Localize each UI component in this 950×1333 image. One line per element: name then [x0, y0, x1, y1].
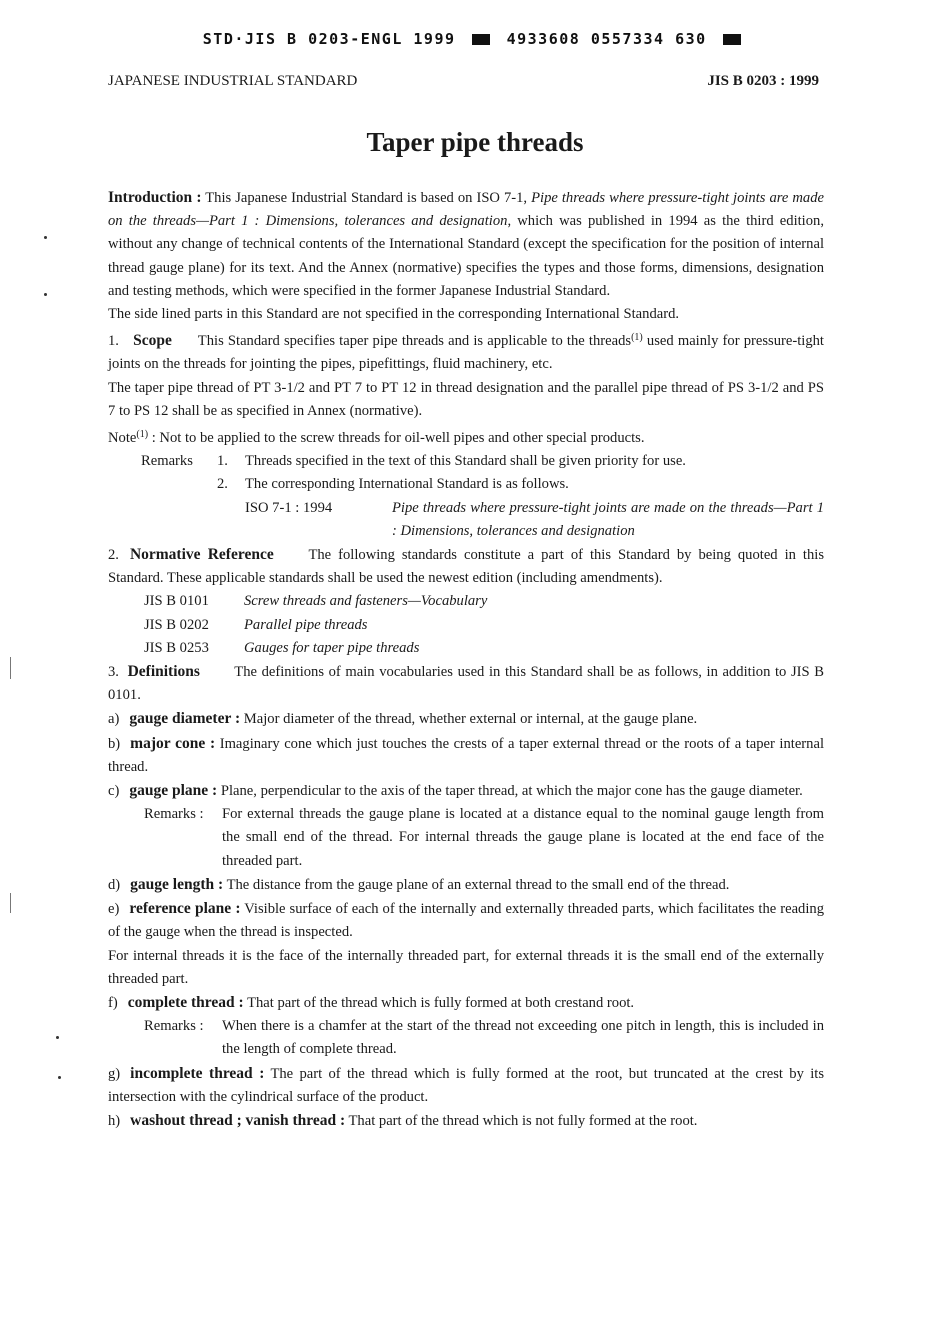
definition-a	[108, 707, 824, 731]
definition-b	[108, 732, 824, 779]
reference-code: JIS B 0101	[144, 593, 209, 610]
definitions-heading: Definitions	[127, 663, 200, 681]
header-standard-name: JAPANESE INDUSTRIAL STANDARD	[108, 73, 358, 89]
remark-number: 2.	[217, 476, 228, 493]
definition-term: major cone :	[130, 734, 216, 752]
introduction-label: Introduction :	[108, 189, 202, 206]
scan-speck	[56, 1036, 59, 1039]
definition-text: Plane, perpendicular to the axis of the taper thread, at which the major cone has the gauge diameter.	[220, 783, 803, 800]
reference-code: JIS B 0253	[144, 639, 209, 656]
normref-text: The following standards constitute a part of this Standard by being quoted in this Standard. These applicable standards shall be used the newest edition (including amendments).	[108, 547, 824, 587]
remarks-label: Remarks :	[144, 806, 204, 823]
remark-text: The corresponding International Standard is as follows.	[245, 476, 569, 493]
definition-term: washout thread ;	[130, 1111, 242, 1129]
definition-mark: g)	[108, 1065, 121, 1082]
normative-reference-paragraph	[108, 543, 824, 590]
definition-term: gauge diameter :	[129, 710, 241, 728]
remarks-label: Remarks :	[144, 1018, 204, 1035]
definition-c-remarks	[108, 803, 824, 873]
header-standard-number: JIS B 0203 : 1999	[707, 73, 819, 89]
scope-remark-2	[108, 473, 824, 496]
note-label: Note	[108, 430, 137, 447]
definition-e-paragraph-2: For internal threads it is the face of the internally threaded part, for external threads it is the small end of the externally threaded part.	[108, 947, 824, 987]
definitions-number: 3.	[108, 664, 119, 681]
stamp-id: STD·JIS B 0203-ENGL 1999	[202, 30, 456, 48]
definition-mark: h)	[108, 1112, 121, 1129]
reference-item	[108, 637, 824, 660]
note-text: : Not to be applied to the screw threads for oil-well pipes and other special products.	[151, 430, 645, 447]
definition-text: The distance from the gauge plane of an external thread to the small end of the thread.	[226, 876, 730, 893]
reference-title: Gauges for taper pipe threads	[244, 639, 420, 656]
side-line-mark	[10, 893, 11, 913]
definition-text: Major diameter of the thread, whether external or internal, at the gauge plane.	[243, 711, 698, 728]
scan-speck	[44, 236, 47, 239]
note-marker: (1)	[631, 332, 643, 344]
introduction-reference: Pipe threads where pressure-tight joints are made on the threads—Part 1 : Dimensions, tolerances and designation	[108, 190, 824, 230]
definition-text: That part of the thread which is fully formed at both crestand root.	[247, 994, 635, 1011]
scope-note	[108, 423, 824, 450]
scope-text: This Standard specifies taper pipe threads and is applicable to the threads	[197, 333, 632, 350]
document-body	[108, 186, 824, 1133]
definition-c	[108, 779, 824, 803]
definition-text: That part of the thread which is not fully formed at the root.	[348, 1112, 698, 1129]
definition-text: Visible surface of each of the internally and externally threaded parts, which facilitates the reading of the gauge when the thread is inspected.	[108, 901, 825, 941]
definitions-paragraph	[108, 660, 824, 707]
stamp-code: 4933608 0557334 630	[506, 30, 707, 48]
remark-number: 1.	[217, 453, 228, 470]
definition-d	[108, 873, 824, 897]
remarks-text: For external threads the gauge plane is located at a distance equal to the nominal gauge length from the small end of the thread. For internal threads the gauge plane is located at the end face of the threaded part.	[222, 806, 824, 869]
definition-g	[108, 1062, 824, 1109]
reference-title: Screw threads and fasteners—Vocabulary	[244, 593, 488, 610]
stamp-block	[723, 34, 741, 45]
normref-number: 2.	[108, 547, 119, 564]
side-line-mark	[10, 657, 11, 679]
definition-mark: c)	[108, 783, 120, 800]
iso-code: ISO 7-1 : 1994	[245, 499, 333, 516]
definition-mark: e)	[108, 901, 120, 918]
scope-paragraph	[108, 326, 824, 376]
scan-speck	[58, 1076, 61, 1079]
definition-mark: a)	[108, 711, 120, 728]
remarks-label: Remarks	[141, 453, 193, 470]
definition-term: reference plane :	[129, 900, 241, 918]
scope-heading: Scope	[133, 332, 172, 350]
introduction-text: This Japanese Industrial Standard is based on ISO 7-1,	[205, 190, 528, 206]
definition-mark: f)	[108, 994, 118, 1011]
definition-term-alt: vanish thread :	[245, 1111, 346, 1129]
definition-text: Imaginary cone which just touches the crests of a taper external thread or the roots of a taper internal thread.	[108, 735, 824, 775]
definition-mark: b)	[108, 735, 121, 752]
reference-item	[108, 614, 824, 637]
definitions-text: The definitions of main vocabularies used in this Standard shall be as follows, in addition to JIS B 0101.	[108, 664, 824, 704]
scope-paragraph-2: The taper pipe thread of PT 3-1/2 and PT 7 to PT 12 in thread designation and the parallel pipe thread of PS 3-1/2 and PS 7 to PS 12 shall be as specified in Annex (normative).	[108, 379, 824, 419]
scope-number: 1.	[108, 333, 119, 350]
iso-title: Pipe threads where pressure-tight joints are made on the threads—Part 1 : Dimensions, tolerances and designation	[392, 499, 824, 539]
definition-term: gauge plane :	[129, 782, 218, 800]
document-stamp	[0, 30, 950, 48]
reference-code: JIS B 0202	[144, 616, 209, 633]
definition-h	[108, 1109, 824, 1133]
side-line-note: The side lined parts in this Standard are not specified in the corresponding International Standard.	[108, 306, 680, 323]
introduction-paragraph	[108, 186, 824, 303]
definition-term: complete thread :	[127, 993, 244, 1011]
normref-heading: Normative Reference	[129, 546, 274, 564]
iso-reference	[108, 497, 824, 543]
definition-term: gauge length :	[130, 875, 224, 893]
definition-term: incomplete thread :	[130, 1064, 265, 1082]
definition-e	[108, 897, 824, 944]
remarks-text: When there is a chamfer at the start of the thread not exceeding one pitch in length, this is included in the length of complete thread.	[222, 1018, 824, 1058]
definition-f-remarks	[108, 1015, 824, 1061]
reference-title: Parallel pipe threads	[244, 616, 368, 633]
page-title: Taper pipe threads	[366, 127, 584, 157]
stamp-block	[472, 34, 490, 45]
scope-text-cont: used mainly for pressure-tight joints on the threads for jointing the pipes, pipefittings, fluid machinery, etc.	[108, 333, 824, 373]
introduction-text-cont: , which was published in 1994 as the third edition, without any change of technical contents of the International Standard (except the specification for the position of internal thread gauge plane) for its text. And the Annex (normative) specifies the types and those forms, dimensions, designation and testing methods, which were specified in the former Japanese Industrial Standard.	[108, 213, 824, 299]
reference-item	[108, 590, 824, 613]
definition-mark: d)	[108, 876, 121, 893]
remark-text: Threads specified in the text of this Standard shall be given priority for use.	[245, 453, 686, 470]
definition-f	[108, 991, 824, 1015]
definition-text: The part of the thread which is fully formed at the root, but truncated at the crest by its intersection with the cylindrical surface of the product.	[108, 1065, 824, 1105]
scope-remark-1	[108, 450, 824, 473]
scan-speck	[44, 293, 47, 296]
note-marker: (1)	[136, 429, 149, 441]
